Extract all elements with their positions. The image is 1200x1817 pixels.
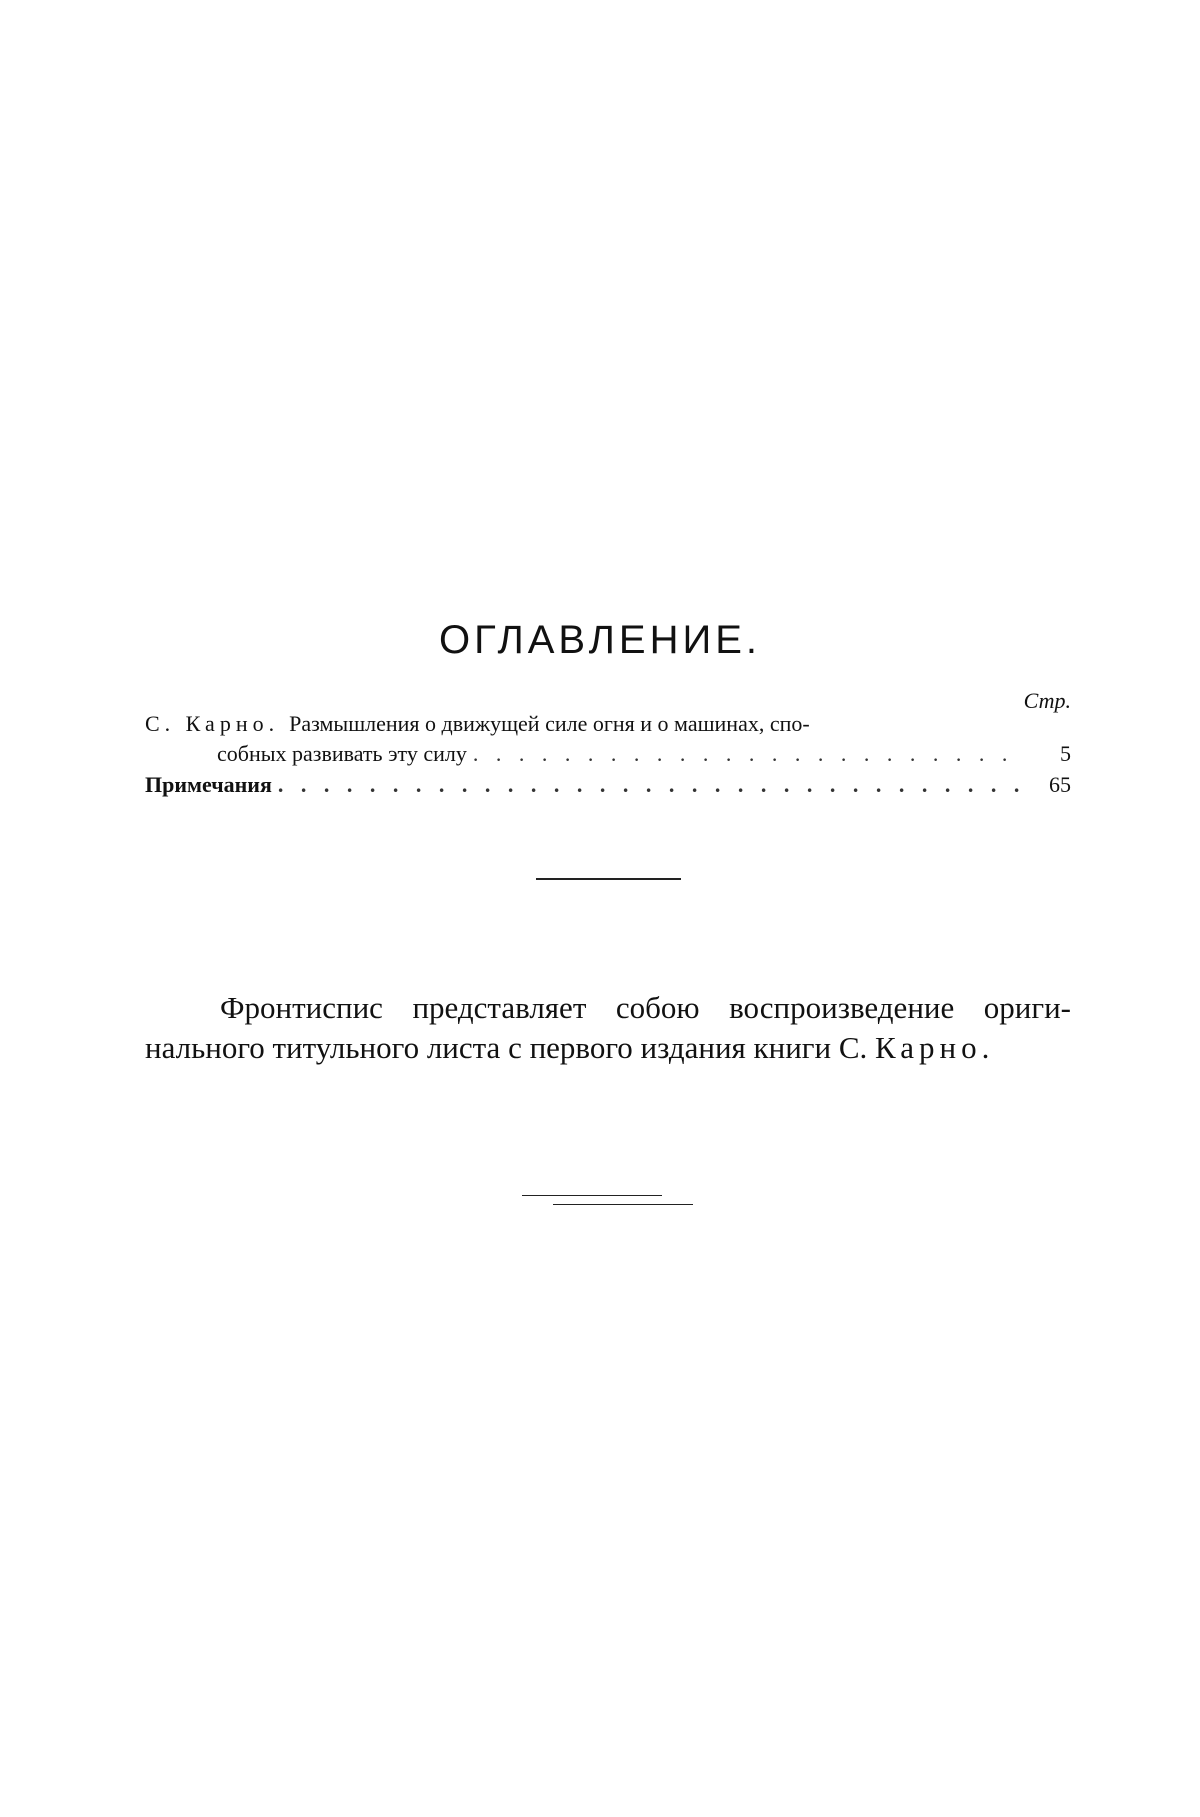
toc-entry-author: С. Карно. (145, 711, 280, 736)
toc-entry-title-line1: Размышления о движущей силе огня и о машинах, спо- (289, 711, 810, 736)
frontispiece-note (145, 988, 1071, 1068)
toc-entry-notes (145, 771, 1071, 799)
toc-entry-carnot-line2 (145, 740, 1071, 768)
section-divider (536, 878, 681, 880)
page-column-label: Стр. (1023, 688, 1071, 713)
note-line-2 (145, 1028, 1071, 1068)
toc-entry-title-line2: собных развивать эту силу (217, 741, 467, 766)
note-line-1: Фронтиспис представляет собою воспроизведение ориги- (220, 990, 1071, 1025)
toc-entry-page: 5 (1060, 741, 1071, 766)
dot-leader (278, 771, 1025, 799)
end-divider-top (522, 1195, 662, 1196)
toc-entry-carnot-line1 (145, 710, 1071, 738)
note-line-2-text: нального титульного листа с первого издания книги С. (145, 1030, 868, 1065)
toc-entry-title: Примечания (145, 772, 272, 797)
toc-entry-page: 65 (1049, 772, 1071, 797)
dot-leader (473, 740, 1025, 768)
contents-heading: ОГЛАВЛЕНИЕ. (438, 618, 762, 662)
end-divider-bottom (553, 1204, 693, 1205)
note-author: Карно. (875, 1030, 995, 1065)
